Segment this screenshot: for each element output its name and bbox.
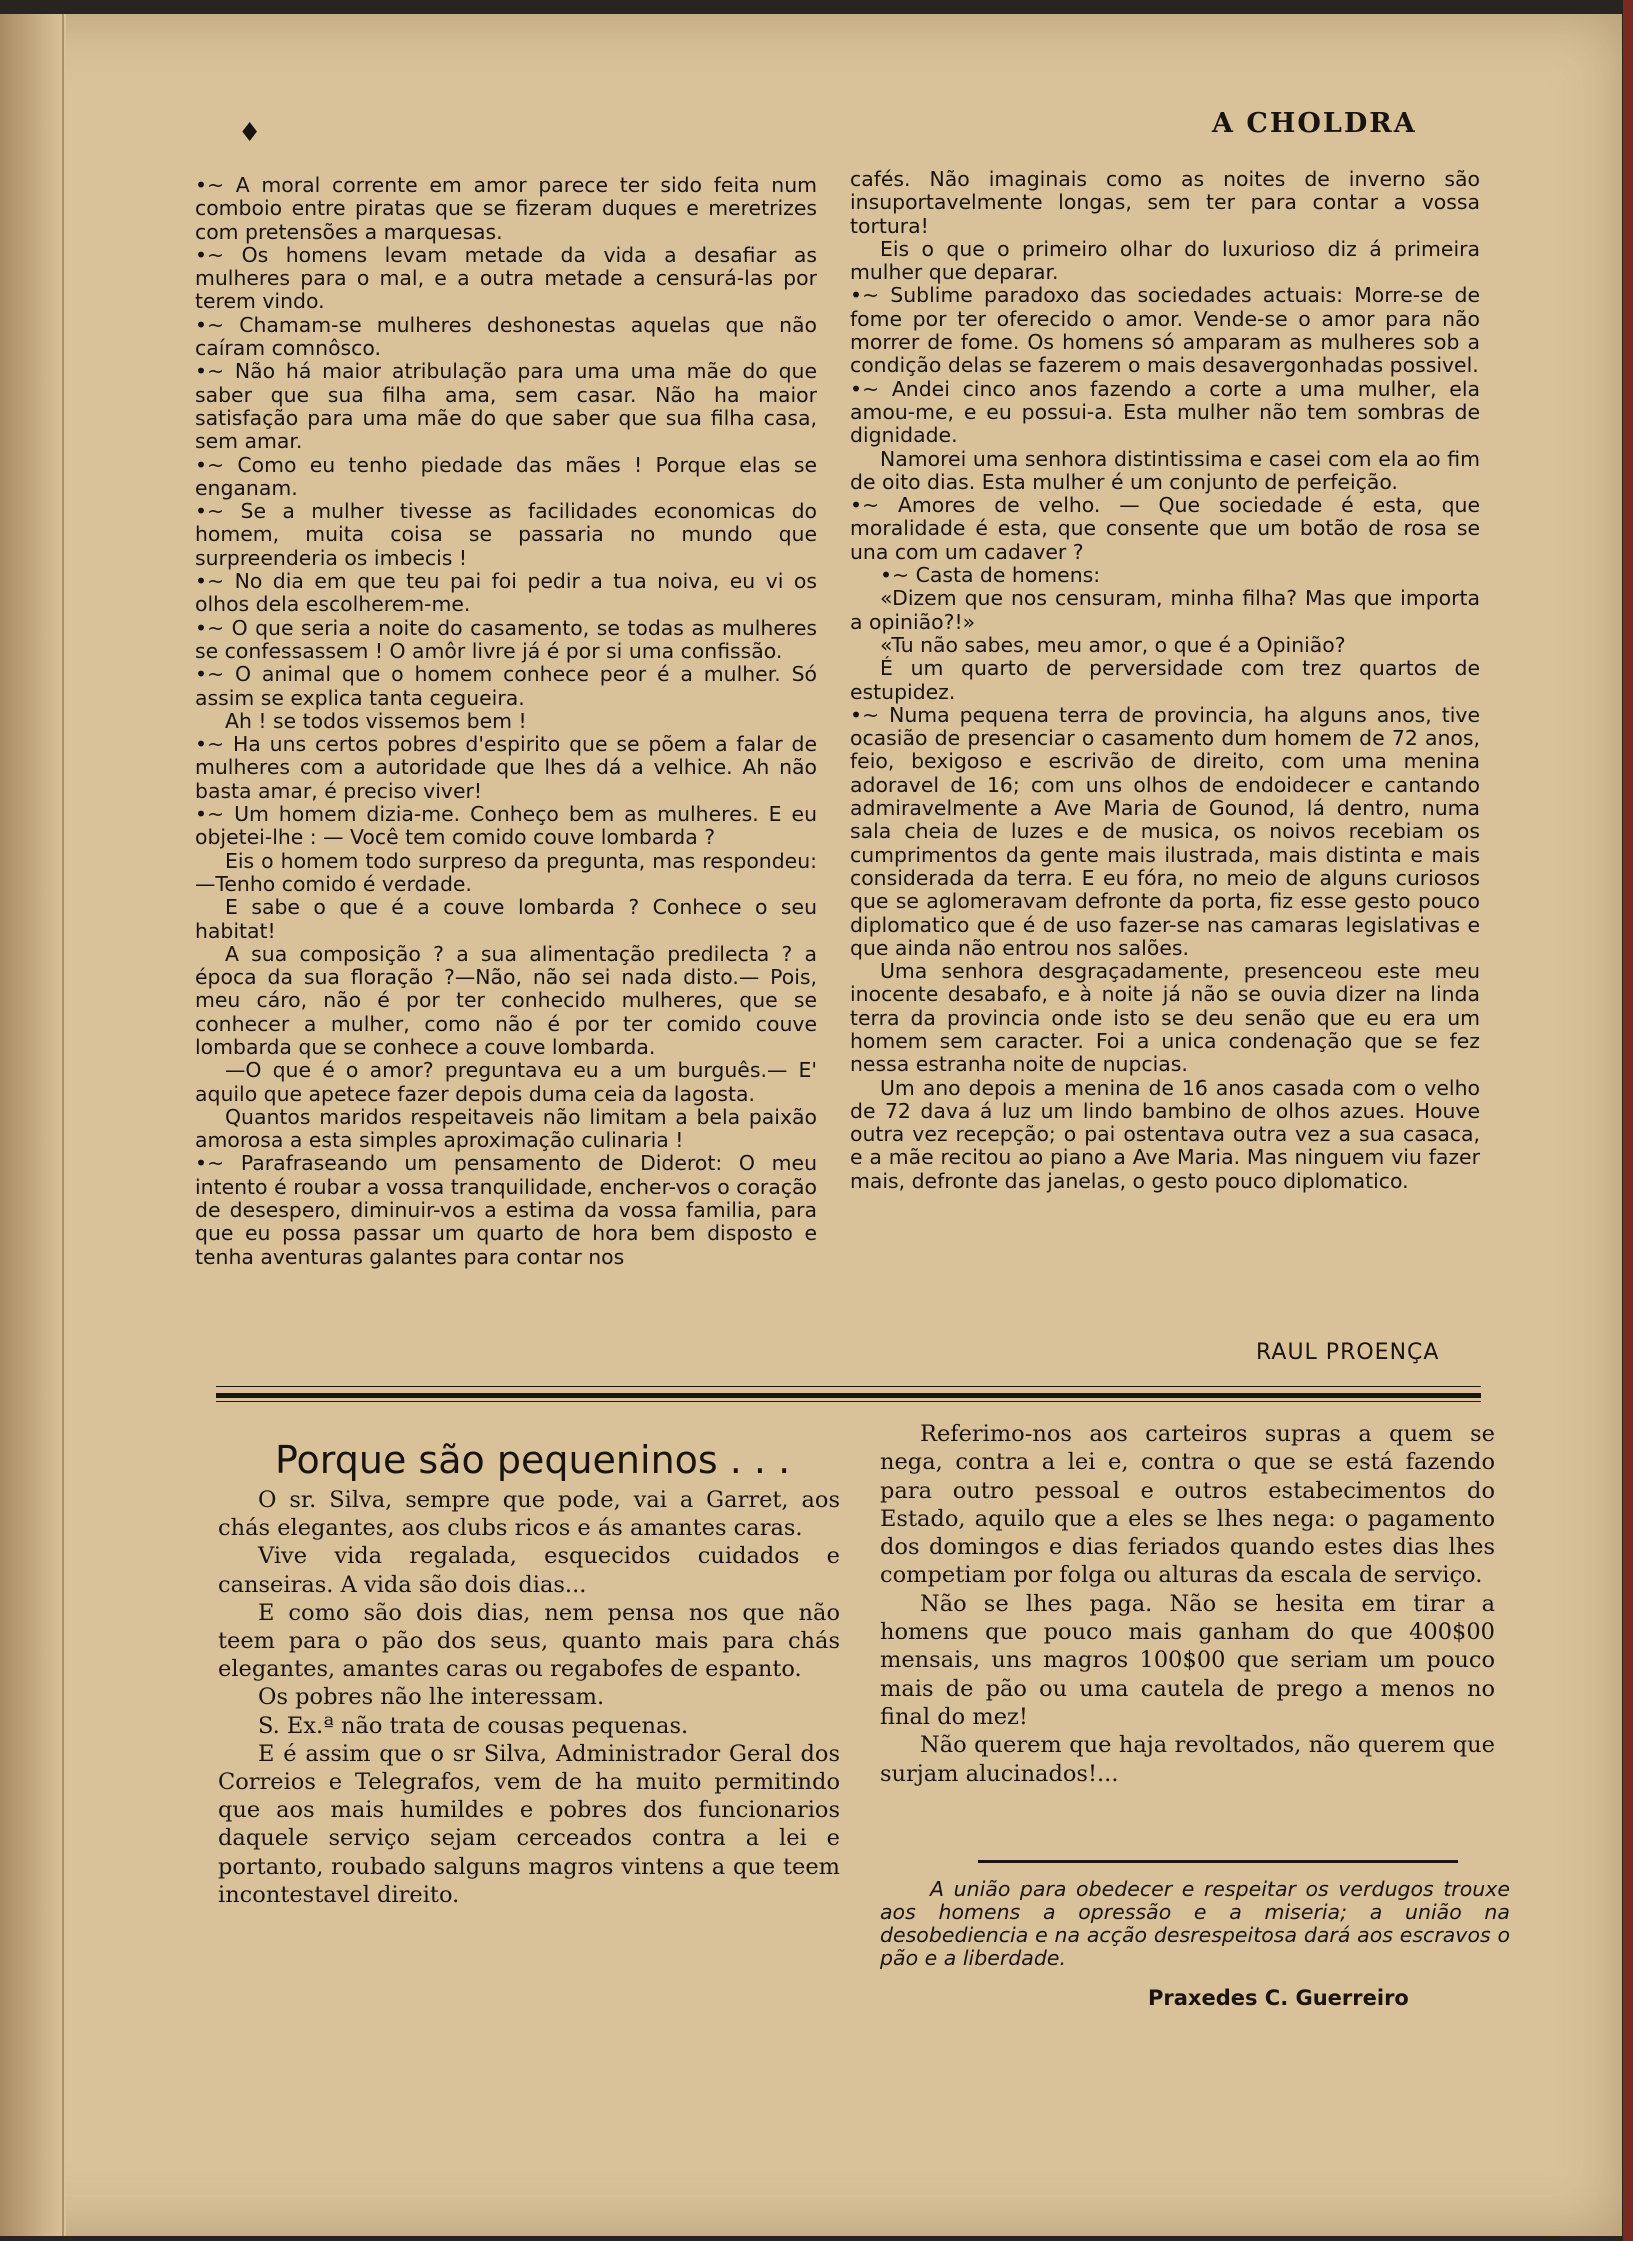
paragraph: Referimo-nos aos carteiros supras a quem se nega, contra a lei e, contra o que se está fazendo para outro pessoal e outros estabecimentos do Estado, aquilo que a eles se lhes nega: o pagamento dos domingos e dias feriados quando estes dias lhes competiam por folga ou alturas da escala de serviço. (880, 1421, 1495, 1589)
paragraph: Não se lhes paga. Não se hesita em tirar a homens que pouco mais ganham do que 400$00 mensais, uns magros 100$00 que seriam um pouco mais de pão ou uma cautela de prego a menos no final do mez! (880, 1590, 1495, 1730)
quote-text: A união para obedecer e respeitar os verdugos trouxe aos homens a opressão e a miseria; a união na desobediencia e na acção desrespeitosa dará aos escravos o pão e a liberdade. (880, 1877, 1510, 1970)
paragraph: Eis o homem todo surpreso da pregunta, mas respondeu:—Tenho comido é verdade. (195, 848, 817, 896)
aphorisms-right-column (850, 168, 1480, 1193)
paragraph: •~ Os homens levam metade da vida a desafiar as mulheres para o mal, e a outra metade a censurá-las por terem vindo. (195, 242, 817, 314)
author-signature: Praxedes C. Guerreiro (1148, 1986, 1409, 2010)
paragraph: •~ Parafraseando um pensamento de Diderot: O meu intento é roubar a vossa tranquilidade, encher-vos o coração de desespero, diminuir-vos a estima da vossa familia, para que eu possa passar um quarto de hora bem disposto e tenha aventuras galantes para contar nos (195, 1151, 817, 1269)
article-right-column (880, 1420, 1495, 1788)
paragraph: •~ Chamam-se mulheres deshonestas aquelas que não caíram comnôsco. (195, 312, 817, 361)
closing-quote (880, 1878, 1510, 1970)
page-fold-shadow (0, 14, 66, 2236)
paragraph: —O que é o amor? preguntava eu a um burguês.— E' aquilo que apetece fazer depois duma ceia da lagosta. (195, 1058, 817, 1106)
paragraph: «Tu não sabes, meu amor, o que é a Opinião? (880, 632, 1346, 657)
paragraph: •~ Ha uns certos pobres d'espirito que se põem a falar de mulheres com a autoridade que lhes dá a velhice. Ah não basta amar, é preciso viver! (195, 732, 817, 803)
article-left-column (218, 1486, 840, 1909)
paragraph: •~ Se a mulher tivesse as facilidades economicas do homem, muita coisa se passaria no mundo que surpreenderia os imbecis ! (195, 499, 817, 570)
page-ornament: ♦ (238, 118, 262, 148)
paragraph: S. Ex.ª não trata de cousas pequenas. (258, 1712, 689, 1739)
paragraph: E é assim que o sr Silva, Administrador Geral dos Correios e Telegrafos, vem de ha muito permitindo que aos mais humildes e pobres dos funcionarios daquele serviço sejam cerceados contra a lei e portanto, roubado salguns magros vintens a que teem incontestavel direito. (218, 1740, 840, 1908)
divider-rule (216, 1393, 1481, 1398)
paragraph: Uma senhora desgraçadamente, presenceou este meu inocente desabafo, e à noite já não se ouvia dizer na linda terra da provincia onde isto se deu senão que eu era um homem sem caracter. Foi a unica condenação que se fez nessa estranha noite de nupcias. (850, 959, 1480, 1077)
paragraph: É um quarto de perversidade com trez quartos de estupidez. (850, 656, 1480, 704)
paragraph: E como são dois dias, nem pensa nos que não teem para o pão dos seus, quanto mais para chás elegantes, amantes caras ou regabofes de espanto. (218, 1599, 840, 1683)
paragraph: Os pobres não lhe interessam. (258, 1684, 605, 1711)
paragraph: Quantos maridos respeitaveis não limitam a bela paixão amorosa a esta simples aproximação culinaria ! (195, 1104, 817, 1153)
author-signature: RAUL PROENÇA (1256, 1340, 1440, 1365)
paragraph: •~ Sublime paradoxo das sociedades actuais: Morre-se de fome por ter oferecido o amor. Vende-se o amor para não morrer de fome. Os homens só amparam as mulheres sob a condição delas se fazerem o mais desavergonhadas possivel. (850, 283, 1480, 378)
paragraph: •~ Numa pequena terra de provincia, ha alguns anos, tive ocasião de presenciar o casamento dum homem de 72 anos, feio, bexigoso e escrivão de direito, com uma menina adoravel de 16; com uns olhos de endoidecer e cantando admiravelmente a Ave Maria de Gounod, lá dentro, numa sala cheia de luzes e de musica, os noivos recebiam os cumprimentos da gente mais ilustrada, mais distinta e mais considerada da terra. E eu fóra, no meio de alguns curiosos que se aglomeravam defronte da porta, fiz esse gesto pouco diplomatico que é de uso fazer-se nas camaras legislativas e que ainda não entrou nos salões. (850, 702, 1480, 960)
divider-rule (216, 1386, 1481, 1387)
paragraph: Namorei uma senhora distintissima e casei com ela ao fim de oito dias. Esta mulher é um conjunto de perfeição. (850, 446, 1480, 494)
paragraph: E sabe o que é a couve lombarda ? Conhece o seu habitat! (195, 895, 817, 943)
aphorisms-left-column (195, 174, 817, 1269)
masthead: A CHOLDRA (1212, 108, 1417, 139)
paragraph: •~ Andei cinco anos fazendo a corte a uma mulher, ela amou-me, e eu possui-a. Esta mulher não tem sombras de dignidade. (850, 376, 1480, 448)
paragraph: •~ Amores de velho. — Que sociedade é esta, que moralidade é esta, que consente que um botão de rosa se una com um cadaver ? (850, 493, 1480, 564)
paragraph: «Dizem que nos censuram, minha filha? Mas que importa a opinião?!» (850, 586, 1480, 634)
paragraph: •~ Não há maior atribulação para uma uma mãe do que saber que sua filha ama, sem casar. Não ha maior satisfação para uma mãe do que saber que sua filha casa, sem amar. (195, 359, 817, 454)
paragraph: Um ano depois a menina de 16 anos casada com o velho de 72 dava á luz um lindo bambino de olhos azues. Houve outra vez recepção; o pai ostentava outra vez a sua casaca, e a mãe recitou ao piano a Ave Maria. Mas ninguem viu fazer mais, defronte das janelas, o gesto pouco diplomatico. (850, 1075, 1480, 1193)
paragraph: •~ No dia em que teu pai foi pedir a tua noiva, eu vi os olhos dela escolherem-me. (195, 569, 817, 617)
paragraph: •~ Como eu tenho piedade das mães ! Porque elas se enganam. (195, 452, 817, 500)
paragraph: Ah ! se todos vissemos bem ! (225, 708, 527, 733)
paragraph: •~ Um homem dizia-me. Conheço bem as mulheres. E eu objetei-lhe : — Você tem comido couve lombarda ? (195, 802, 817, 850)
paragraph: Vive vida regalada, esquecidos cuidados e canseiras. A vida são dois dias... (218, 1543, 840, 1598)
paragraph: Não querem que haja revoltados, não querem que surjam alucinados!... (880, 1732, 1495, 1787)
binding-edge (1623, 0, 1633, 2241)
page-fold-line (62, 14, 64, 2236)
paragraph: cafés. Não imaginais como as noites de inverno são insuportavelmente longas, sem ter para contar a vossa tortura! (850, 167, 1480, 238)
paragraph: Eis o que o primeiro olhar do luxurioso diz á primeira mulher que deparar. (850, 236, 1480, 285)
paragraph: •~ O que seria a noite do casamento, se todas as mulheres se confessassem ! O amôr livre já é por si uma confissão. (195, 615, 817, 663)
paragraph: O sr. Silva, sempre que pode, vai a Garret, aos chás elegantes, aos clubs ricos e ás amantes caras. (218, 1487, 840, 1542)
divider-rule (216, 1401, 1481, 1402)
paragraph: •~ A moral corrente em amor parece ter sido feita num comboio entre piratas que se fizeram duques e meretrizes com pretensões a marquesas. (195, 173, 817, 244)
paragraph: A sua composição ? a sua alimentação predilecta ? a época da sua floração ?—Não, não sei nada disto.— Pois, meu cáro, não é por ter conhecido mulheres, que se conhecer a mulher, como não é por ter comido couve lombarda que se conhece a couve lombarda. (195, 941, 817, 1059)
paragraph: •~ Casta de homens: (880, 563, 1101, 588)
article-title: Porque são pequeninos . . . (275, 1438, 791, 1482)
paragraph: •~ O animal que o homem conhece peor é a mulher. Só assim se explica tanta cegueira. (195, 662, 817, 710)
divider-rule (978, 1860, 1458, 1863)
